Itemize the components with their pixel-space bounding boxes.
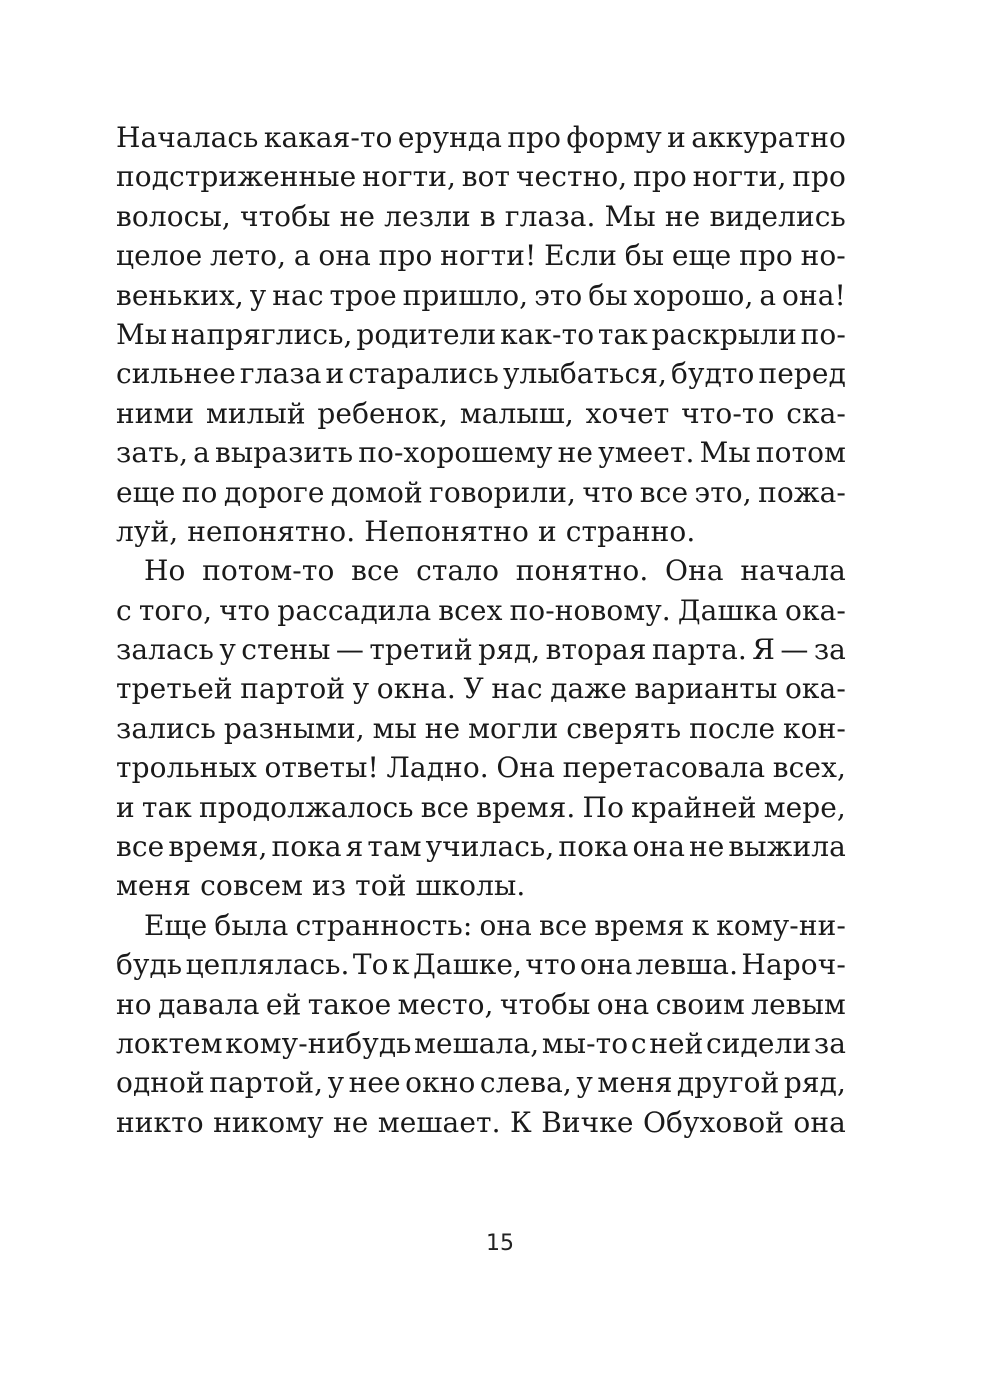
- text-line: сильнее глаза и старались улыбаться, будто перед: [116, 357, 846, 391]
- body-text: [116, 118, 846, 1142]
- text-line: Началась какая-то ерунда про форму и аккуратно: [116, 121, 846, 154]
- text-line: третьей партой у окна. У нас даже варианты ока-: [116, 672, 846, 706]
- text-line: локтем кому-нибудь мешала, мы-то с ней сидели за: [116, 1026, 846, 1060]
- text-line: Еще была странность: она все время к кому-ни-: [144, 908, 846, 942]
- text-line: трольных ответы! Ладно. Она перетасовала всех,: [116, 751, 846, 785]
- text-line: луй, непонятно. Непонятно и странно.: [116, 514, 696, 548]
- text-line: зать, а выразить по-хорошему не умеет. Мы потом: [116, 436, 846, 470]
- text-line: зались разными, мы не могли сверять после кон-: [116, 711, 846, 745]
- text-line: ними милый ребенок, малыш, хочет что-то ска-: [116, 396, 846, 430]
- text-line: подстриженные ногти, вот честно, про ногти, про: [116, 160, 846, 194]
- text-line: Но потом-то все стало понятно. Она начала: [144, 554, 846, 588]
- text-line: никто никому не мешает. К Вичке Обуховой она: [116, 1105, 846, 1139]
- text-line: с того, что рассадила всех по-новому. Дашка ока-: [116, 593, 846, 627]
- text-line: и так продолжалось все время. По крайней мере,: [116, 790, 846, 824]
- text-line: целое лето, а она про ногти! Если бы еще про но-: [116, 239, 846, 273]
- text-line: одной партой, у нее окно слева, у меня другой ряд,: [116, 1066, 846, 1100]
- text-line: еще по дороге домой говорили, что все это, пожа-: [116, 475, 846, 509]
- text-line: залась у стены — третий ряд, вторая парта. Я — за: [116, 633, 846, 667]
- page-number: 15: [486, 1231, 514, 1256]
- text-line: будь цеплялась. То к Дашке, что она левша. Нароч-: [116, 948, 846, 982]
- text-line: веньких, у нас трое пришло, это бы хорошо, а она!: [116, 278, 846, 312]
- text-line: волосы, чтобы не лезли в глаза. Мы не виделись: [116, 199, 846, 233]
- text-line: Мы напряглись, родители как-то так раскрыли по-: [116, 317, 846, 351]
- text-line: но давала ей такое место, чтобы она своим левым: [116, 987, 846, 1021]
- text-line: все время, пока я там училась, пока она не выжила: [116, 830, 846, 864]
- text-line: меня совсем из той школы.: [116, 869, 526, 903]
